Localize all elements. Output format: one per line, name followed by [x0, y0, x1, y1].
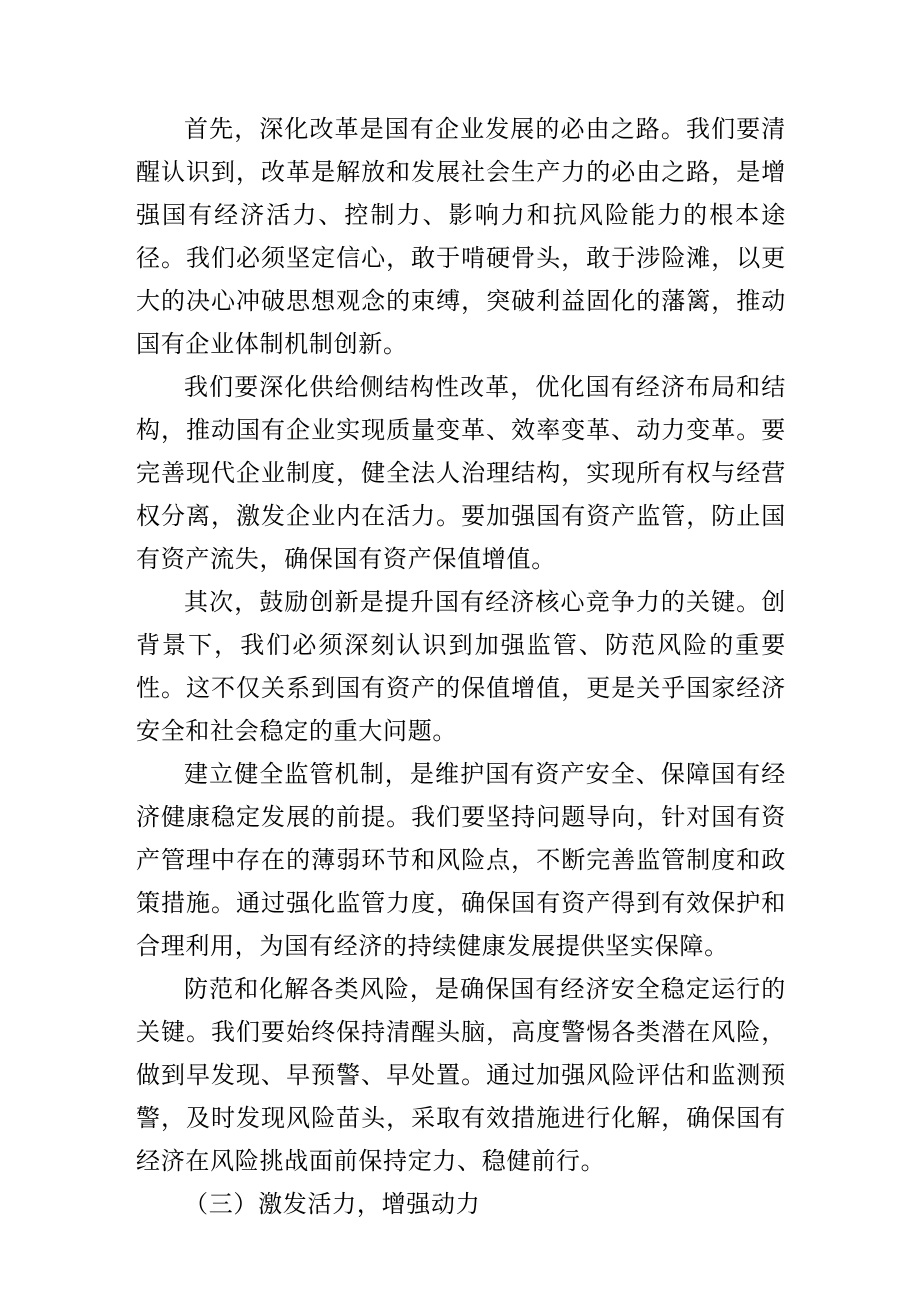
paragraph-reform: 首先，深化改革是国有企业发展的必由之路。我们要清醒认识到，改革是解放和发展社会生产力的必由之路，是增强国有经济活力、控制力、影响力和抗风险能力的根本途径。我们必须坚定信心，敢于啃硬骨头，敢于涉险滩，以更大的决心冲破思想观念的束缚，突破利益固化的藩篱，推动国有企业体制机制创新。: [136, 115, 786, 358]
paragraph-risk: 防范和化解各类风险，是确保国有经济安全稳定运行的关键。我们要始终保持清醒头脑，高度警惕各类潜在风险，做到早发现、早预警、早处置。通过加强风险评估和监测预警，及时发现风险苗头，采取有效措施进行化解，确保国有经济在风险挑战面前保持定力、稳健前行。: [136, 975, 786, 1175]
paragraph-innovation: 其次，鼓励创新是提升国有经济核心竞争力的关键。创背景下，我们必须深刻认识到加强监管、防范风险的重要性。这不仅关系到国有资产的保值增值，更是关乎国家经济安全和社会稳定的重大问题。: [136, 588, 786, 745]
document-body: [136, 108, 786, 1226]
section-heading: （三）激发活力，增强动力: [184, 1190, 481, 1218]
paragraph-supervision: 建立健全监管机制，是维护国有资产安全、保障国有经济健康稳定发展的前提。我们要坚持问题导向，针对国有资产管理中存在的薄弱环节和风险点，不断完善监管制度和政策措施。通过强化监管力度，确保国有资产得到有效保护和合理利用，为国有经济的持续健康发展提供坚实保障。: [136, 760, 786, 960]
paragraph-supply-side: 我们要深化供给侧结构性改革，优化国有经济布局和结构，推动国有企业实现质量变革、效率变革、动力变革。要完善现代企业制度，健全法人治理结构，实现所有权与经营权分离，激发企业内在活力。要加强国有资产监管，防止国有资产流失，确保国有资产保值增值。: [136, 373, 786, 573]
